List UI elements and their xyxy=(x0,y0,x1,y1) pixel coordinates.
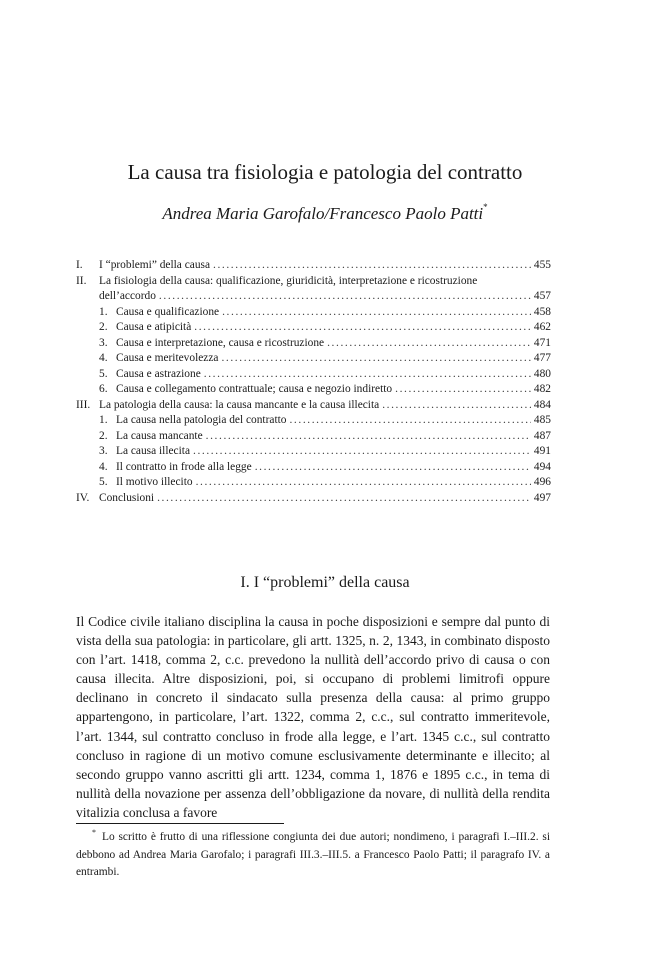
toc-label: La causa nella patologia del contratto xyxy=(116,414,287,426)
toc-label: Il contratto in frode alla legge xyxy=(116,460,252,473)
toc-page: 471 xyxy=(533,336,551,349)
toc-page: 457 xyxy=(533,290,551,302)
toc-subentry xyxy=(76,445,551,461)
toc-leader xyxy=(255,461,531,473)
toc-number: 4. xyxy=(99,352,108,364)
chapter-authors xyxy=(0,204,650,224)
toc-page: 480 xyxy=(533,367,551,380)
toc-label: Causa e meritevolezza xyxy=(116,352,219,364)
toc-leader xyxy=(157,492,531,504)
toc-label: Conclusioni xyxy=(99,491,155,504)
toc-page: 485 xyxy=(533,414,551,426)
footnote-rule xyxy=(76,823,284,824)
toc-label: La patologia della causa: la causa mancante e la causa illecita xyxy=(99,398,380,411)
toc-leader xyxy=(193,445,531,457)
toc-number: 1. xyxy=(99,414,108,426)
toc-number: I. xyxy=(76,259,83,271)
toc-page: 477 xyxy=(533,352,551,364)
toc-subentry xyxy=(76,306,551,322)
footnote xyxy=(76,829,550,882)
toc-subentry xyxy=(76,430,551,446)
toc-page: 484 xyxy=(533,398,551,411)
toc-label: Il motivo illecito xyxy=(116,476,193,488)
toc-leader xyxy=(221,352,530,364)
toc-leader xyxy=(194,321,531,333)
toc-leader xyxy=(289,414,530,426)
toc-entry xyxy=(76,399,551,415)
toc-number: 4. xyxy=(99,460,108,473)
toc-label: dell’accordo xyxy=(99,290,156,302)
toc-label: La causa mancante xyxy=(116,429,203,442)
toc-page: 487 xyxy=(533,429,551,442)
toc-number: 5. xyxy=(99,367,108,380)
toc-page: 462 xyxy=(533,321,551,333)
toc-leader xyxy=(222,306,531,318)
toc-label: La causa illecita xyxy=(116,445,190,457)
toc-number: IV. xyxy=(76,491,90,504)
toc-page: 455 xyxy=(533,259,551,271)
toc-leader xyxy=(204,368,531,380)
toc-number: 6. xyxy=(99,383,108,395)
toc-label: La fisiologia della causa: qualificazione, giuridicità, interpretazione e ricostruzione xyxy=(99,274,478,287)
toc-page: 482 xyxy=(533,383,551,395)
toc-subentry xyxy=(76,414,551,430)
table-of-contents xyxy=(76,259,551,507)
chapter-title: La causa tra fisiologia e patologia del contratto xyxy=(127,160,523,184)
toc-leader xyxy=(395,383,531,395)
toc-label: Causa e collegamento contrattuale; causa e negozio indiretto xyxy=(116,383,393,395)
toc-subentry xyxy=(76,368,551,384)
toc-page: 496 xyxy=(533,476,551,488)
section-heading: I. I “problemi” della causa xyxy=(240,574,410,591)
toc-number: 5. xyxy=(99,476,108,488)
toc-number: 2. xyxy=(99,429,108,442)
toc-page: 491 xyxy=(533,445,551,457)
toc-number: II. xyxy=(76,274,87,287)
toc-label: Causa e astrazione xyxy=(116,367,201,380)
toc-entry-continued xyxy=(76,290,551,306)
toc-label: Causa e atipicità xyxy=(116,321,192,333)
toc-page: 497 xyxy=(533,491,551,504)
toc-subentry xyxy=(76,337,551,353)
toc-subentry xyxy=(76,352,551,368)
toc-label: I “problemi” della causa xyxy=(99,259,211,271)
toc-label: Causa e interpretazione, causa e ricostruzione xyxy=(116,336,325,349)
footnote-mark: * xyxy=(92,828,96,837)
toc-leader xyxy=(382,399,531,411)
toc-entry xyxy=(76,492,551,508)
author-footnote-mark: * xyxy=(483,202,488,212)
toc-subentry xyxy=(76,383,551,399)
toc-subentry xyxy=(76,476,551,492)
body-text xyxy=(76,612,550,822)
toc-number: 2. xyxy=(99,321,108,333)
toc-leader xyxy=(213,259,531,271)
author-names: Andrea Maria Garofalo/Francesco Paolo Patti xyxy=(162,204,484,223)
toc-leader xyxy=(206,430,531,442)
toc-leader xyxy=(196,476,531,488)
toc-number: 3. xyxy=(99,336,108,349)
toc-subentry xyxy=(76,321,551,337)
toc-page: 458 xyxy=(533,305,551,318)
toc-entry xyxy=(76,259,551,275)
toc-entry xyxy=(76,275,551,291)
toc-subentry xyxy=(76,461,551,477)
toc-leader xyxy=(327,337,531,349)
toc-number: III. xyxy=(76,398,91,411)
footnote-text: Lo scritto è frutto di una riflessione congiunta dei due autori; nondimeno, i paragrafi I.–III.2. si debbono ad Andrea Maria Garofalo; i paragrafi III.3.–III.5. a Francesco Paolo Patti; il paragrafo IV. a entrambi. xyxy=(76,831,550,878)
body-paragraph: Il Codice civile italiano disciplina la causa in poche disposizioni e sempre dal punto di vista della sua patologia: in particolare, gli artt. 1325, n. 2, 1343, in combinato disposto con l’art. 1418, comma 2, c.c. prevedono la nullità dell’accordo privo di causa o con causa illecita. Altre disposizioni, poi, si occupano di problemi limitrofi oppure declinano in concreto il sindacato sulla presenza della causa: al primo gruppo appartengono, in particolare, l’art. 1322, comma 2, c.c., sul contratto immeritevole, l’art. 1344, sul contratto concluso in frode alla legge, e l’art. 1345 c.c., sul contratto concluso in ragione di un motivo comune esclusivamente determinante e illecito; al secondo gruppo vanno ascritti gli artt. 1234, comma 1, 1876 e 1895 c.c., in tema di nullità della novazione per assenza dell’obbligazione da novare, di nullità della rendita vitalizia conclusa a favore xyxy=(76,614,550,820)
toc-label: Causa e qualificazione xyxy=(116,305,220,318)
toc-leader xyxy=(159,290,531,302)
toc-number: 3. xyxy=(99,445,108,457)
toc-number: 1. xyxy=(99,305,108,318)
toc-page: 494 xyxy=(533,460,551,473)
